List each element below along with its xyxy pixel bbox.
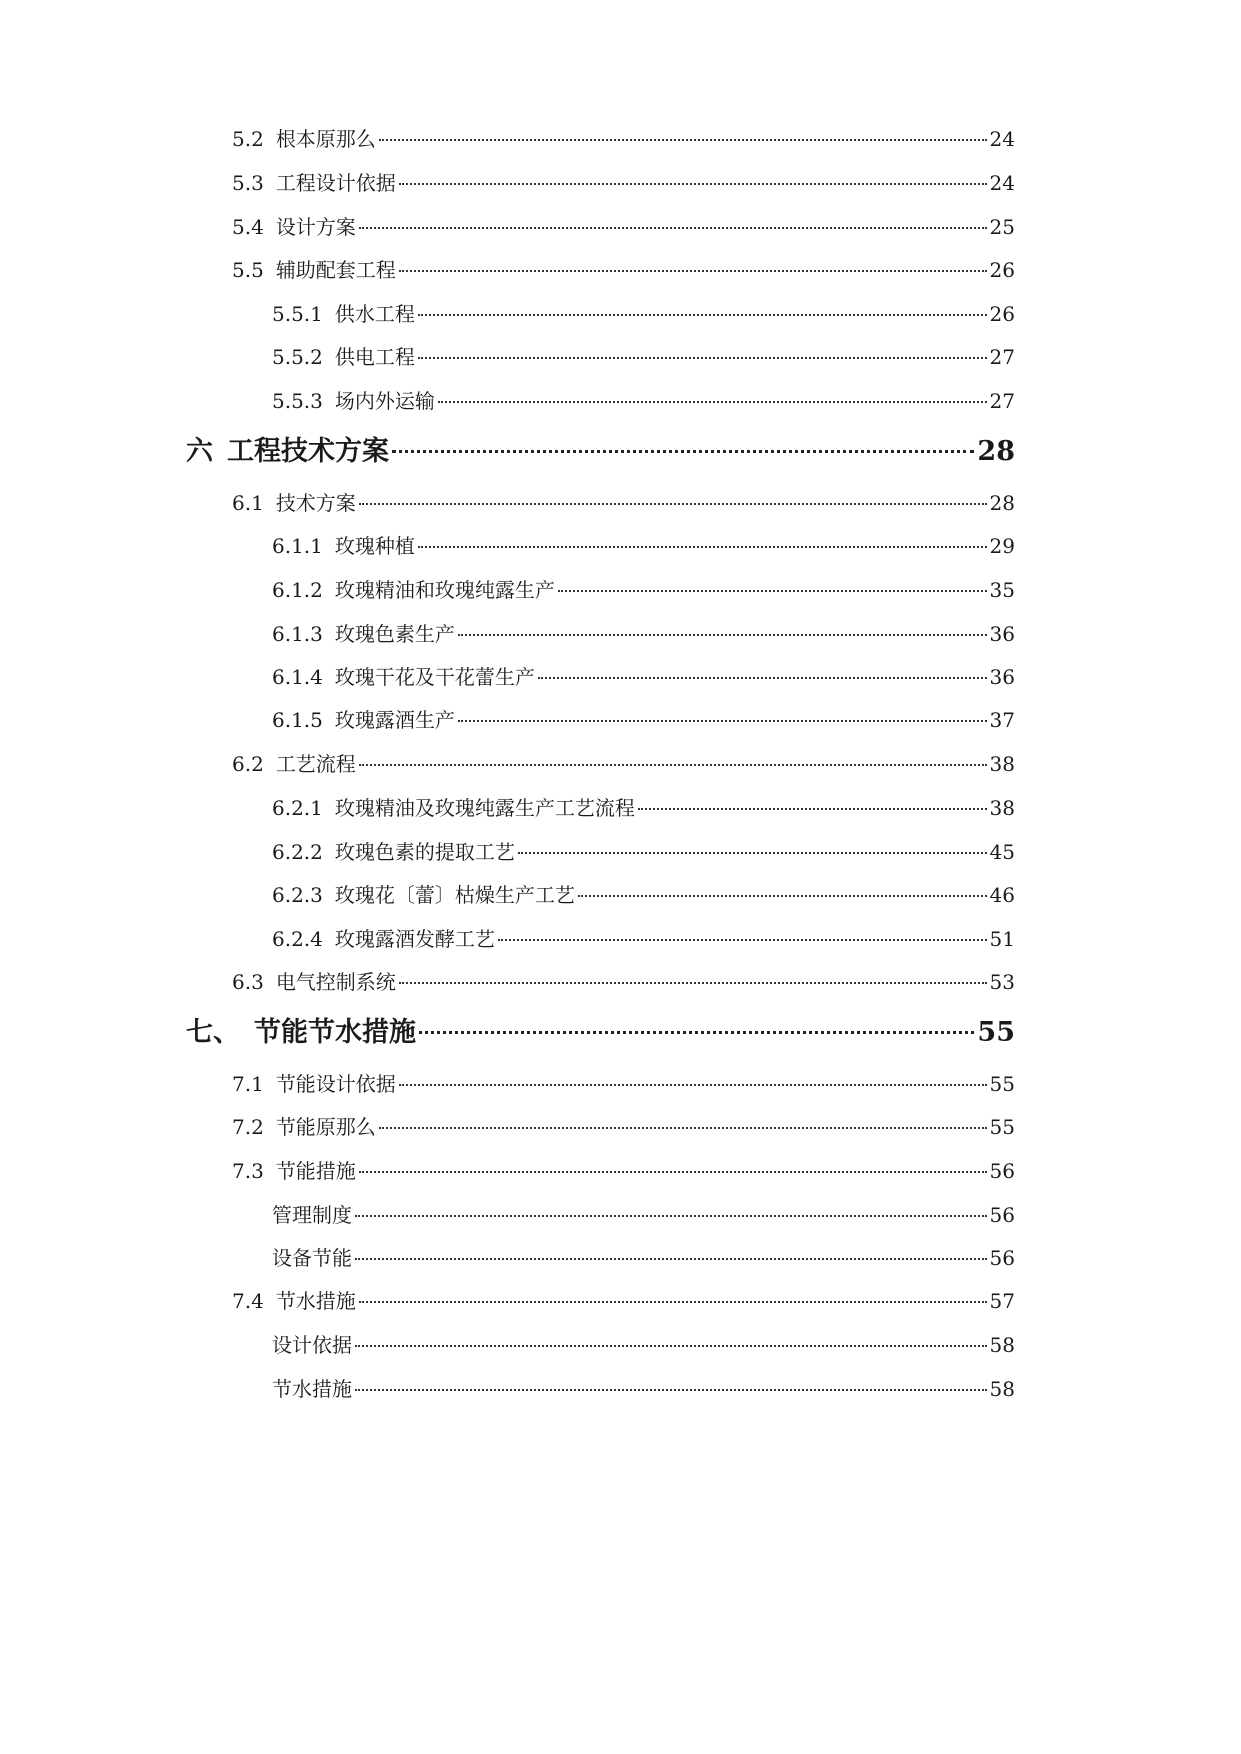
toc-entry[interactable] — [232, 211, 1015, 240]
toc-entry[interactable] — [272, 618, 1015, 647]
toc-entry-title: 节能设计依据 — [275, 1072, 396, 1096]
toc-entry[interactable] — [232, 254, 1015, 283]
toc-entry[interactable] — [272, 1373, 1015, 1402]
toc-entry-page-number: 37 — [989, 708, 1015, 732]
dot-leader — [458, 720, 987, 722]
dot-leader — [355, 1258, 987, 1260]
toc-entry[interactable] — [272, 1329, 1015, 1358]
toc-entry[interactable] — [232, 167, 1015, 196]
dot-leader — [359, 1301, 987, 1303]
toc-entry-title: 玫瑰精油和玫瑰纯露生产 — [334, 578, 555, 602]
toc-entry[interactable] — [232, 1111, 1015, 1140]
toc-entry-page-number: 58 — [989, 1377, 1015, 1401]
toc-entry-number: 7.1 — [232, 1072, 264, 1096]
toc-entry-title: 节水措施 — [275, 1289, 356, 1313]
dot-leader — [419, 1031, 974, 1034]
toc-entry[interactable] — [272, 704, 1015, 733]
toc-entry-number: 6.1 — [232, 491, 264, 515]
dot-leader — [399, 982, 987, 984]
dot-leader — [498, 939, 987, 941]
toc-entry-title: 设备节能 — [272, 1246, 352, 1270]
toc-entry[interactable] — [272, 574, 1015, 603]
toc-entry-title: 工程设计依据 — [275, 171, 396, 195]
toc-entry-title: 玫瑰色素生产 — [334, 622, 455, 646]
toc-entry-title: 场内外运输 — [334, 389, 435, 413]
dot-leader — [418, 357, 987, 359]
dot-leader — [379, 1127, 987, 1129]
toc-entry-title: 玫瑰露酒生产 — [334, 708, 455, 732]
toc-entry-number: 5.5 — [232, 258, 264, 282]
toc-entry-number: 6.1.5 — [272, 708, 323, 732]
dot-leader — [638, 808, 987, 810]
toc-entry-page-number: 55 — [977, 1017, 1015, 1049]
dot-leader — [359, 227, 987, 229]
toc-entry-title: 设计依据 — [272, 1333, 352, 1357]
toc-entry-page-number: 26 — [989, 302, 1015, 326]
toc-entry-page-number: 55 — [989, 1115, 1015, 1139]
toc-entry[interactable] — [232, 487, 1015, 516]
toc-entry-page-number: 35 — [989, 578, 1015, 602]
dot-leader — [379, 139, 987, 141]
toc-entry-number: 7.2 — [232, 1115, 264, 1139]
toc-entry-title: 供水工程 — [334, 302, 415, 326]
toc-entry-number: 6.2.4 — [272, 927, 323, 951]
toc-entry-number: 5.5.2 — [272, 345, 323, 369]
dot-leader — [399, 270, 987, 272]
toc-entry-title: 工艺流程 — [275, 752, 356, 776]
toc-entry-title: 辅助配套工程 — [275, 258, 396, 282]
toc-entry-number: 六 — [186, 436, 213, 468]
toc-entry-number: 5.4 — [232, 215, 264, 239]
toc-entry-number: 6.3 — [232, 970, 264, 994]
toc-entry-page-number: 55 — [989, 1072, 1015, 1096]
toc-entry[interactable] — [272, 385, 1015, 414]
toc-entry-title: 玫瑰花〔蕾〕枯燥生产工艺 — [334, 883, 575, 907]
toc-chapter-entry[interactable] — [186, 429, 1015, 468]
toc-entry-page-number: 24 — [989, 171, 1015, 195]
toc-entry-page-number: 38 — [989, 752, 1015, 776]
toc-entry-page-number: 24 — [989, 127, 1015, 151]
toc-entry[interactable] — [272, 792, 1015, 821]
toc-entry-page-number: 45 — [989, 840, 1015, 864]
dot-leader — [518, 852, 987, 854]
toc-entry-title: 技术方案 — [275, 491, 356, 515]
toc-entry-page-number: 26 — [989, 258, 1015, 282]
dot-leader — [359, 503, 987, 505]
toc-entry-page-number: 27 — [989, 389, 1015, 413]
toc-entry-number: 6.1.4 — [272, 665, 323, 689]
toc-entry-page-number: 36 — [989, 622, 1015, 646]
toc-entry-page-number: 36 — [989, 665, 1015, 689]
dot-leader — [578, 895, 987, 897]
toc-entry[interactable] — [272, 879, 1015, 908]
toc-entry-number: 5.2 — [232, 127, 264, 151]
toc-entry-title: 玫瑰露酒发酵工艺 — [334, 927, 495, 951]
toc-entry-title: 玫瑰精油及玫瑰纯露生产工艺流程 — [334, 796, 635, 820]
toc-entry-number: 6.2 — [232, 752, 264, 776]
toc-entry[interactable] — [272, 530, 1015, 559]
dot-leader — [558, 590, 987, 592]
toc-entry[interactable] — [272, 661, 1015, 690]
toc-entry-title: 节能节水措施 — [254, 1017, 416, 1049]
toc-entry-number: 6.1.1 — [272, 534, 323, 558]
toc-entry-number: 6.1.2 — [272, 578, 323, 602]
toc-entry-title: 电气控制系统 — [275, 970, 396, 994]
toc-entry[interactable] — [272, 923, 1015, 952]
dot-leader — [418, 546, 987, 548]
dot-leader — [418, 314, 987, 316]
toc-entry-title: 节能措施 — [275, 1159, 356, 1183]
dot-leader — [359, 764, 987, 766]
toc-entry-number: 7.4 — [232, 1289, 264, 1313]
toc-entry-number: 5.5.3 — [272, 389, 323, 413]
toc-entry-number: 6.2.3 — [272, 883, 323, 907]
toc-entry-page-number: 58 — [989, 1333, 1015, 1357]
toc-entry-page-number: 46 — [989, 883, 1015, 907]
toc-entry-page-number: 56 — [989, 1203, 1015, 1227]
toc-entry-number: 7.3 — [232, 1159, 264, 1183]
toc-entry-page-number: 51 — [989, 927, 1015, 951]
toc-entry-number: 5.5.1 — [272, 302, 323, 326]
toc-entry-page-number: 38 — [989, 796, 1015, 820]
toc-entry[interactable] — [272, 341, 1015, 370]
toc-entry[interactable] — [272, 836, 1015, 865]
toc-entry[interactable] — [272, 1199, 1015, 1228]
toc-entry-title: 工程技术方案 — [227, 436, 389, 468]
toc-entry[interactable] — [272, 1242, 1015, 1271]
toc-entry-number: 6.1.3 — [272, 622, 323, 646]
toc-entry-title: 供电工程 — [334, 345, 415, 369]
dot-leader — [438, 401, 987, 403]
toc-chapter-entry[interactable] — [186, 1010, 1015, 1049]
toc-entry-number: 七、 — [186, 1017, 240, 1049]
toc-entry-title: 管理制度 — [272, 1203, 352, 1227]
toc-entry-title: 玫瑰种植 — [334, 534, 415, 558]
dot-leader — [355, 1389, 987, 1391]
toc-entry-page-number: 29 — [989, 534, 1015, 558]
toc-entry-page-number: 28 — [989, 491, 1015, 515]
toc-entry-title: 根本原那么 — [275, 127, 376, 151]
toc-entry[interactable] — [232, 1285, 1015, 1314]
toc-entry[interactable] — [232, 966, 1015, 995]
toc-entry[interactable] — [232, 748, 1015, 777]
toc-entry-page-number: 53 — [989, 970, 1015, 994]
toc-entry-title: 玫瑰干花及干花蕾生产 — [334, 665, 535, 689]
toc-entry[interactable] — [232, 1068, 1015, 1097]
toc-entry[interactable] — [272, 298, 1015, 327]
dot-leader — [538, 677, 987, 679]
dot-leader — [399, 1084, 987, 1086]
toc-entry-page-number: 57 — [989, 1289, 1015, 1313]
toc-entry[interactable] — [232, 123, 1015, 152]
toc-entry-title: 节水措施 — [272, 1377, 352, 1401]
toc-entry-title: 节能原那么 — [275, 1115, 376, 1139]
toc-entry-page-number: 56 — [989, 1246, 1015, 1270]
toc-entry-number: 6.2.1 — [272, 796, 323, 820]
toc-entry-page-number: 25 — [989, 215, 1015, 239]
dot-leader — [355, 1215, 987, 1217]
toc-entry[interactable] — [232, 1155, 1015, 1184]
dot-leader — [458, 634, 987, 636]
toc-entry-title: 玫瑰色素的提取工艺 — [334, 840, 515, 864]
toc-entry-number: 5.3 — [232, 171, 264, 195]
toc-entry-page-number: 28 — [977, 436, 1015, 468]
toc-entry-page-number: 27 — [989, 345, 1015, 369]
toc-entry-title: 设计方案 — [275, 215, 356, 239]
toc-entry-number: 6.2.2 — [272, 840, 323, 864]
dot-leader — [399, 183, 987, 185]
dot-leader — [392, 450, 974, 453]
dot-leader — [355, 1345, 987, 1347]
dot-leader — [359, 1171, 987, 1173]
toc-entry-page-number: 56 — [989, 1159, 1015, 1183]
